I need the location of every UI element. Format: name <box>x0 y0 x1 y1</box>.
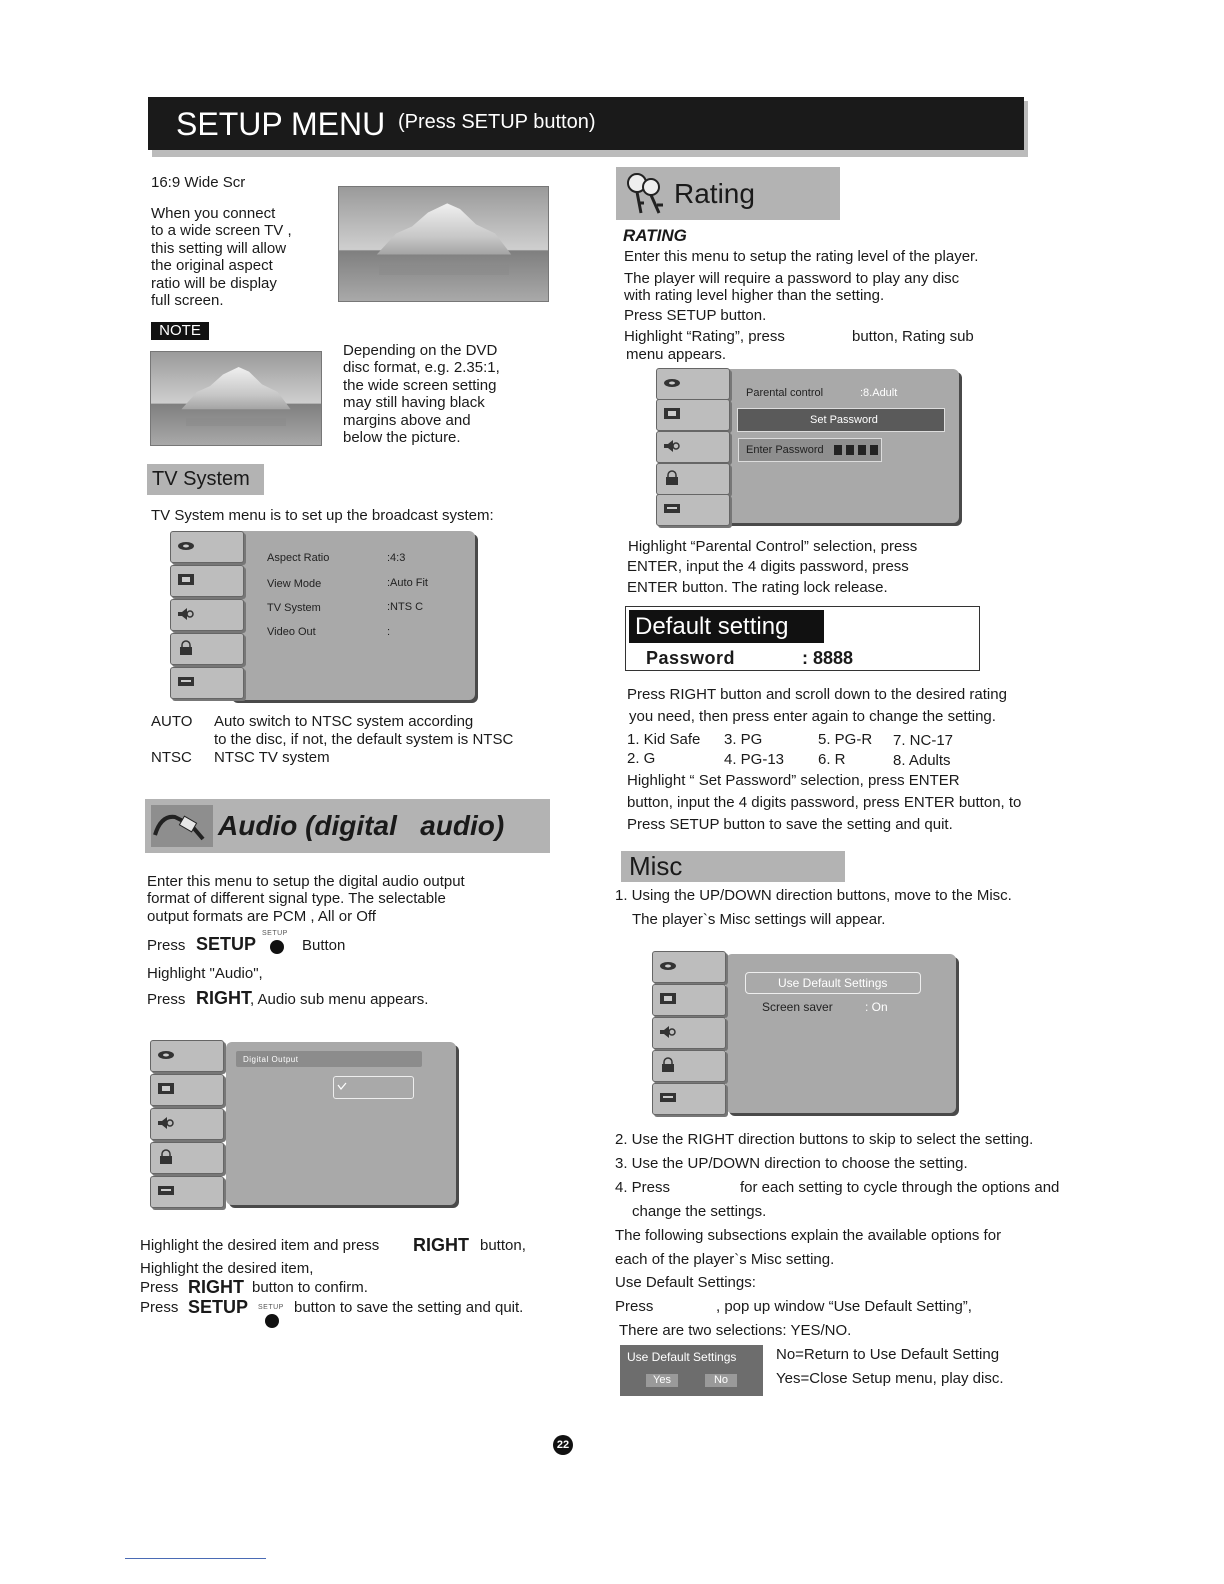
rating-p2a: The player will require a password to play any disc <box>624 270 960 287</box>
lock-icon <box>658 1057 678 1073</box>
auto-term: AUTO <box>151 713 193 730</box>
enter-password-field <box>738 438 882 462</box>
ntsc-term: NTSC <box>151 749 192 766</box>
misc-step-4b: for each setting to cycle through the options and <box>740 1179 1060 1196</box>
misc-step-8: There are two selections: YES/NO. <box>619 1322 852 1339</box>
rating-p4a: Highlight “Rating”, press <box>624 328 785 345</box>
misc-title: Misc <box>621 851 845 882</box>
default-setting-box <box>625 606 980 671</box>
tv-menu-label-4: Video Out <box>267 626 316 638</box>
screen-saver-label: Screen saver <box>762 1000 833 1014</box>
lock-icon <box>176 640 196 656</box>
note-line-2: disc format, e.g. 2.35:1, <box>343 359 500 376</box>
set-password-label: Set Password <box>810 414 878 426</box>
audio-step-3-right: RIGHT <box>188 1277 244 1297</box>
misc-tab-video <box>652 984 726 1016</box>
wide-desc-3: this setting will allow <box>151 240 287 257</box>
audio-step-4-setup: SETUP <box>188 1297 249 1317</box>
audio-tab-rating <box>150 1142 224 1174</box>
check-icon <box>337 1082 347 1090</box>
menu-tab-audio <box>170 599 244 631</box>
audio-option-box <box>333 1076 414 1099</box>
dialog-yes-desc: Yes=Close Setup menu, play disc. <box>776 1370 1004 1387</box>
audio-tab-audio <box>150 1108 224 1140</box>
tv-icon <box>662 406 682 422</box>
audio-step-1-right: RIGHT <box>413 1235 469 1255</box>
misc-step-1b: The player`s Misc settings will appear. <box>632 911 886 928</box>
tv-menu-value-1: :4:3 <box>387 552 406 564</box>
rating-level-6: 6. R <box>818 751 846 768</box>
menu-tab-general <box>170 531 244 563</box>
audio-intro-2: format of different signal type. The selectable <box>147 890 446 907</box>
screen-saver-value: : On <box>865 1000 888 1014</box>
tv-menu-label-3: TV System <box>267 602 321 614</box>
audio-step-1b: button, <box>480 1237 526 1254</box>
audio-step-1a: Highlight the desired item and press <box>140 1237 380 1254</box>
audio-step-3-press: Press <box>140 1279 179 1296</box>
misc-tab-general <box>652 951 726 983</box>
audio-title: Audio (digital audio) <box>218 810 505 841</box>
wide-desc-6: full screen. <box>151 292 224 309</box>
password-mask-2 <box>846 445 854 455</box>
use-default-settings-item <box>745 972 921 994</box>
audio-menu-label: Digital Output <box>243 1055 299 1064</box>
note-line-3: the wide screen setting <box>343 377 497 394</box>
set-password-item <box>737 408 945 432</box>
use-default-settings-label: Use Default Settings <box>778 976 888 990</box>
tv-icon <box>658 991 678 1007</box>
rating-title: Rating <box>674 178 755 209</box>
dialog-no-desc: No=Return to Use Default Setting <box>776 1346 1000 1363</box>
rating-p7a: Highlight “ Set Password” selection, press ENTER <box>627 772 960 789</box>
rating-level-8: 8. Adults <box>893 752 951 769</box>
header-bar <box>148 97 1024 150</box>
audio-tab-general <box>150 1040 224 1072</box>
lock-icon <box>662 470 682 486</box>
speaker-icon <box>662 438 682 454</box>
page-subtitle: (Press SETUP button) <box>398 111 596 133</box>
audio-step-4b: button to save the setting and quit. <box>294 1299 524 1316</box>
wide-title: 16:9 Wide Scr <box>151 174 246 191</box>
cable-plug-icon <box>151 805 213 847</box>
password-mask-4 <box>870 445 878 455</box>
audio-right-rest: , Audio sub menu appears. <box>250 991 429 1008</box>
rating-p3: Press SETUP button. <box>624 307 767 324</box>
wide-desc-1: When you connect <box>151 205 276 222</box>
password-mask-3 <box>858 445 866 455</box>
use-default-dialog <box>620 1345 763 1396</box>
misc-step-4c: change the settings. <box>632 1203 767 1220</box>
audio-step-2: Highlight the desired item, <box>140 1260 314 1277</box>
audio-title-bar <box>145 799 550 853</box>
rating-p4c: menu appears. <box>626 346 727 363</box>
setup-button-icon <box>270 940 284 954</box>
rating-level-1: 1. Kid Safe <box>627 731 701 748</box>
disc-icon <box>662 375 682 391</box>
password-label: Password <box>646 648 736 668</box>
misc-tab-audio <box>652 1017 726 1049</box>
dialog-no-button[interactable]: No <box>705 1374 737 1387</box>
auto-desc-1: Auto switch to NTSC system according <box>214 713 474 730</box>
speaker-icon <box>176 606 196 622</box>
dialog-yes-button[interactable]: Yes <box>646 1374 678 1387</box>
page-title: SETUP MENU <box>176 106 386 142</box>
rating-p6a: Press RIGHT button and scroll down to the desired rating <box>627 686 1007 703</box>
rating-tab-audio <box>656 431 730 463</box>
misc-step-4a: 4. Press <box>615 1179 671 1196</box>
note-badge: NOTE <box>151 322 209 340</box>
menu-tab-rating <box>170 633 244 665</box>
audio-intro-3: output formats are PCM , All or Off <box>147 908 376 925</box>
rating-p5b: ENTER, input the 4 digits password, press <box>627 558 909 575</box>
tv-menu-value-4: : <box>387 626 391 638</box>
rating-menu-parental-label: Parental control <box>746 387 824 399</box>
menu-tab-misc <box>170 667 244 699</box>
rating-level-7: 7. NC-17 <box>893 732 954 749</box>
rating-p6b: you need, then press enter again to change the setting. <box>629 708 996 725</box>
rating-menu-parental-value: :8.Adult <box>860 387 898 399</box>
ntsc-desc: NTSC TV system <box>214 749 330 766</box>
misc-step-7b: , pop up window “Use Default Setting”, <box>716 1298 972 1315</box>
wide-desc-4: the original aspect <box>151 257 273 274</box>
lock-icon <box>156 1149 176 1165</box>
default-setting-title: Default setting <box>629 610 824 643</box>
rating-title-bar <box>616 167 840 220</box>
rating-p1: Enter this menu to setup the rating level of the player. <box>624 248 979 265</box>
rating-p4b: button, Rating sub <box>852 328 974 345</box>
disc-icon <box>176 538 196 554</box>
audio-step-3b: button to confirm. <box>252 1279 368 1296</box>
misc-step-3: 3. Use the UP/DOWN direction to choose the setting. <box>615 1155 968 1172</box>
widescreen-photo <box>338 186 549 302</box>
rating-level-2: 2. G <box>627 750 656 767</box>
tv-system-title: TV System <box>147 464 264 495</box>
rating-level-5: 5. PG-R <box>818 731 873 748</box>
disc-icon <box>156 1047 176 1063</box>
password-value: : 8888 <box>802 648 854 668</box>
misc-step-7a: Press <box>615 1298 654 1315</box>
rating-level-3: 3. PG <box>724 731 763 748</box>
rating-tab-rating <box>656 463 730 495</box>
misc-step-5b: each of the player`s Misc setting. <box>615 1251 835 1268</box>
page-number: 22 <box>553 1435 573 1455</box>
misc-step-5a: The following subsections explain the available options for <box>615 1227 1002 1244</box>
audio-press-2: Press <box>147 991 186 1008</box>
speaker-icon <box>156 1115 176 1131</box>
rating-p7c: Press SETUP button to save the setting and quit. <box>627 816 953 833</box>
keys-icon <box>623 171 671 216</box>
keyboard-icon <box>658 1090 678 1106</box>
wide-desc-2: to a wide screen TV , <box>151 222 292 239</box>
misc-tab-rating <box>652 1050 726 1082</box>
audio-button-word: Button <box>302 937 346 954</box>
keyboard-icon <box>176 674 196 690</box>
note-line-1: Depending on the DVD <box>343 342 498 359</box>
tv-menu-label-2: View Mode <box>267 578 322 590</box>
rating-subtitle: RATING <box>623 226 687 245</box>
rating-level-4: 4. PG-13 <box>724 751 785 768</box>
rating-tab-video <box>656 399 730 431</box>
audio-intro-1: Enter this menu to setup the digital audio output <box>147 873 465 890</box>
audio-step-4-press: Press <box>140 1299 179 1316</box>
tv-menu-value-3: :NTS C <box>387 601 424 613</box>
keyboard-icon <box>156 1183 176 1199</box>
rating-tab-misc <box>656 494 730 526</box>
dialog-title: Use Default Settings <box>627 1350 737 1364</box>
menu-tab-video <box>170 565 244 597</box>
footer-rule <box>125 1558 266 1559</box>
misc-step-1a: 1. Using the UP/DOWN direction buttons, move to the Misc. <box>615 887 1012 904</box>
misc-step-2: 2. Use the RIGHT direction buttons to skip to select the setting. <box>615 1131 1034 1148</box>
rating-tab-general <box>656 368 730 400</box>
rating-p5a: Highlight “Parental Control” selection, press <box>628 538 918 555</box>
letterbox-photo <box>150 351 322 446</box>
setup-button-icon-2 <box>265 1314 279 1328</box>
tv-menu-label-1: Aspect Ratio <box>267 552 330 564</box>
disc-icon <box>658 958 678 974</box>
tv-system-menu-panel <box>229 531 475 700</box>
tv-menu-value-2: :Auto Fit <box>387 577 428 589</box>
audio-highlight: Highlight "Audio", <box>147 965 263 982</box>
audio-press-1: Press <box>147 937 186 954</box>
tv-icon <box>156 1081 176 1097</box>
wide-desc-5: ratio will be display <box>151 275 277 292</box>
password-mask-1 <box>834 445 842 455</box>
tv-system-intro: TV System menu is to set up the broadcast system: <box>151 507 494 524</box>
note-line-5: margins above and <box>343 412 471 429</box>
audio-step-4-setup-small: SETUP <box>258 1304 284 1311</box>
keyboard-icon <box>662 501 682 517</box>
audio-setup-small-label: SETUP <box>262 930 288 937</box>
rating-p7b: button, input the 4 digits password, press ENTER button, to <box>627 794 1022 811</box>
misc-tab-misc <box>652 1083 726 1115</box>
audio-setup-word: SETUP <box>196 934 257 954</box>
misc-step-6: Use Default Settings: <box>615 1274 756 1291</box>
tv-icon <box>176 572 196 588</box>
enter-password-label: Enter Password <box>746 444 824 456</box>
audio-tab-misc <box>150 1176 224 1208</box>
note-line-6: below the picture. <box>343 429 461 446</box>
note-line-4: may still having black <box>343 394 485 411</box>
speaker-icon <box>658 1024 678 1040</box>
auto-desc-2: to the disc, if not, the default system is NTSC <box>214 731 514 748</box>
rating-p2b: with rating level higher than the setting. <box>624 287 885 304</box>
audio-right-word: RIGHT <box>196 988 252 1008</box>
rating-p5c: ENTER button. The rating lock release. <box>627 579 888 596</box>
audio-tab-video <box>150 1074 224 1106</box>
